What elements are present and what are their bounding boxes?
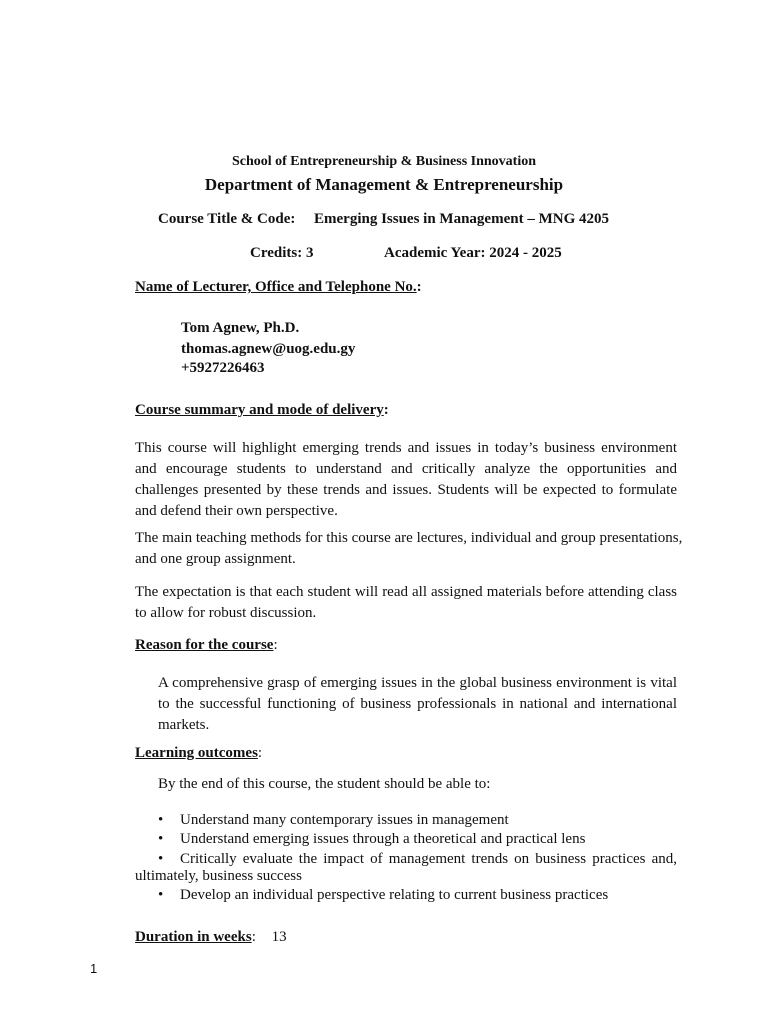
duration-row <box>135 929 287 946</box>
bullet-icon: • <box>158 887 164 903</box>
text-line: This course will highlight emerging trends and issues in today’s business environment <box>135 440 677 456</box>
summary-heading-text: Course summary and mode of delivery <box>135 402 384 418</box>
duration-value: 13 <box>271 929 287 945</box>
credits-label: Credits: <box>250 245 303 261</box>
course-title-label: Course Title & Code: <box>158 211 296 227</box>
lecturer-phone: +5927226463 <box>181 360 265 376</box>
text-line: The expectation is that each student will read all assigned materials before attending class <box>135 584 677 600</box>
reason-heading-text: Reason for the course <box>135 637 274 653</box>
lecturer-heading <box>135 279 422 296</box>
outcome-text: Critically evaluate the impact of management trends on business practices and, <box>180 851 677 867</box>
outcomes-intro: By the end of this course, the student should be able to: <box>158 776 491 792</box>
text-line: A comprehensive grasp of emerging issues in the global business environment is vital <box>158 675 677 691</box>
outcome-item <box>158 811 509 830</box>
outcome-item-continuation: ultimately, business success <box>135 868 302 884</box>
reason-heading-colon: : <box>273 637 278 653</box>
summary-paragraph-2 <box>135 528 683 570</box>
text-line: challenges presented by these trends and issues. Students will be expected to formulate <box>135 482 677 498</box>
academic-year-label: Academic Year: <box>384 245 486 261</box>
summary-heading-colon: : <box>383 402 389 418</box>
outcome-item <box>158 886 609 905</box>
summary-heading <box>135 402 389 419</box>
text-line: The main teaching methods for this course are lectures, individual and group presentations, <box>135 530 683 546</box>
outcomes-heading-colon: : <box>257 745 263 761</box>
text-line: markets. <box>158 717 210 733</box>
bullet-icon: • <box>158 851 164 867</box>
outcome-text: Understand many contemporary issues in management <box>180 812 509 828</box>
page-number: 1 <box>90 961 98 976</box>
school-name: School of Entrepreneurship & Business Innovation <box>231 154 537 169</box>
summary-paragraph-1 <box>135 438 677 522</box>
outcome-item <box>158 830 586 849</box>
course-title-value: Emerging Issues in Management – MNG 4205 <box>314 211 609 227</box>
duration-colon: : <box>251 929 256 945</box>
text-line: and defend their own perspective. <box>135 503 338 519</box>
bullet-icon: • <box>158 812 164 828</box>
outcomes-heading <box>135 745 262 762</box>
bullet-icon: • <box>158 831 164 847</box>
text-line: to the successful functioning of business professionals in national and international <box>158 696 677 712</box>
academic-year-row <box>384 245 562 262</box>
text-line: and one group assignment. <box>135 551 296 567</box>
department-name: Department of Management & Entrepreneurship <box>204 175 564 194</box>
outcome-text: Develop an individual perspective relating to current business practices <box>180 887 609 903</box>
reason-paragraph <box>158 673 677 736</box>
duration-heading: Duration in weeks <box>135 929 252 945</box>
reason-heading <box>135 637 278 654</box>
lecturer-name: Tom Agnew, Ph.D. <box>181 320 300 336</box>
lecturer-heading-colon: : <box>416 279 422 295</box>
credits-row <box>250 245 313 262</box>
lecturer-heading-text: Name of Lecturer, Office and Telephone No. <box>135 279 417 295</box>
academic-year-value: 2024 - 2025 <box>489 245 562 261</box>
summary-paragraph-3 <box>135 582 677 624</box>
text-line: to allow for robust discussion. <box>135 605 317 621</box>
credits-value: 3 <box>305 245 314 261</box>
lecturer-email: thomas.agnew@uog.edu.gy <box>181 341 356 357</box>
outcome-text: Understand emerging issues through a theoretical and practical lens <box>180 831 586 847</box>
text-line: and encourage students to understand and critically analyze the opportunities and <box>135 461 677 477</box>
outcomes-heading-text: Learning outcomes <box>135 745 258 761</box>
